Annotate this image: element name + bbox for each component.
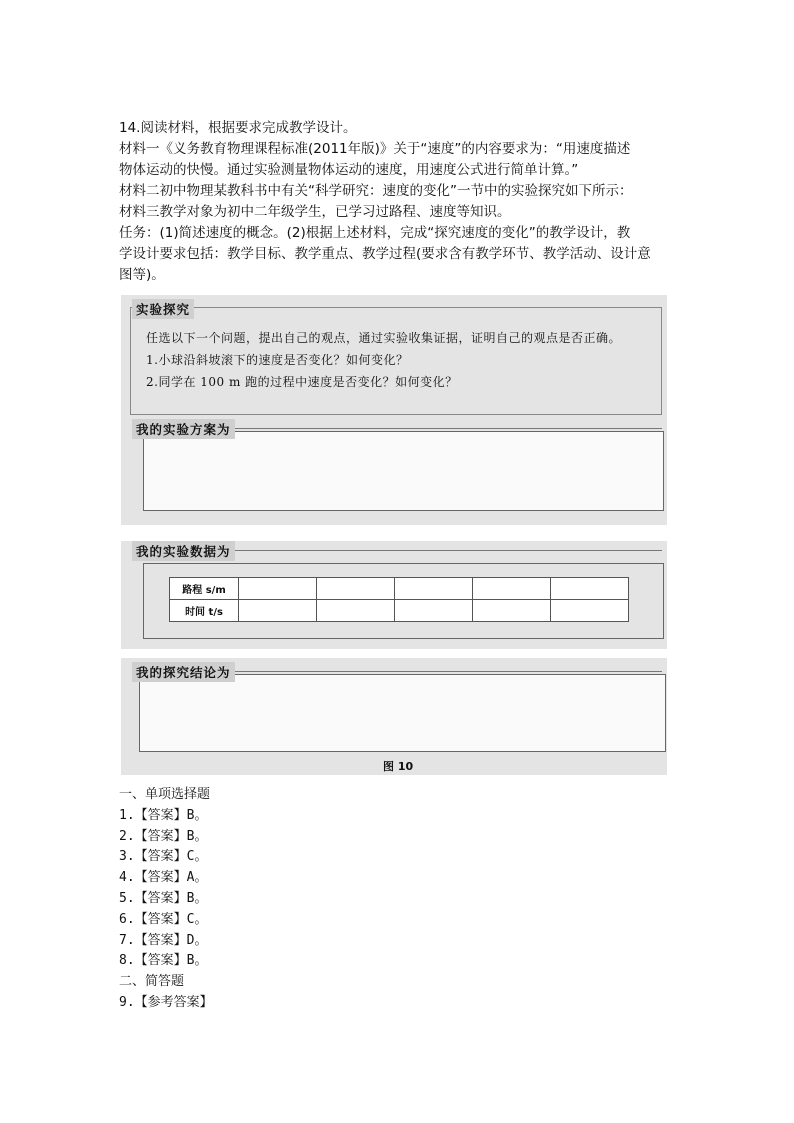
section-heading: 二、简答题	[119, 974, 185, 990]
answer-item: 5.【答案】B。	[119, 890, 208, 906]
question-line: 图等)。	[119, 267, 165, 283]
task-text	[146, 327, 621, 393]
plan-panel	[121, 419, 667, 525]
question-line: 任务：(1)简述速度的概念。(2)根据上述材料，完成“探究速度的变化”的教学设计，教	[119, 225, 631, 241]
experiment-panel	[121, 295, 667, 421]
plan-box	[143, 431, 664, 511]
data-table	[169, 577, 629, 622]
answer-item: 3.【答案】C。	[119, 849, 208, 865]
answer-item: 6.【答案】C。	[119, 911, 208, 927]
answer-item: 2.【答案】B。	[119, 828, 208, 844]
answer-item: 8.【答案】B。	[119, 953, 208, 969]
section-heading: 一、单项选择题	[119, 787, 211, 802]
table-header-time: 时间 t/s	[170, 600, 239, 622]
answer-item: 7.【答案】D。	[119, 932, 208, 948]
table-row	[170, 578, 629, 600]
panel-title: 实验探究	[132, 299, 194, 319]
answer-section	[119, 785, 213, 1014]
answer-item: 4.【答案】A。	[119, 870, 208, 886]
data-panel	[121, 541, 667, 649]
conclusion-panel	[121, 658, 667, 775]
panel-title: 我的实验方案为	[132, 419, 235, 439]
question-line: 14.阅读材料，根据要求完成教学设计。	[119, 120, 357, 136]
answer-item: 1.【答案】B。	[119, 807, 208, 823]
table-header-distance: 路程 s/m	[170, 578, 239, 600]
task-line: 任选以下一个问题，提出自己的观点，通过实验收集证据，证明自己的观点是否正确。	[146, 331, 622, 345]
conclusion-box	[139, 674, 666, 752]
question-line: 材料二初中物理某教科书中有关“科学研究：速度的变化”一节中的实验探究如下所示：	[119, 183, 633, 199]
task-line: 2.同学在 100 m 跑的过程中速度是否变化？如何变化？	[146, 375, 458, 389]
experiment-figure	[121, 295, 667, 777]
panel-title: 我的探究结论为	[132, 662, 235, 682]
figure-caption: 图 10	[383, 760, 414, 773]
question-line: 材料一《义务教育物理课程标准(2011年版)》关于“速度”的内容要求为：“用速度描述	[119, 141, 631, 157]
question-14	[119, 118, 679, 286]
panel-title: 我的实验数据为	[132, 541, 235, 561]
task-line: 1.小球沿斜坡滚下的速度是否变化？如何变化？	[146, 353, 409, 367]
answer-item: 9.【参考答案】	[119, 994, 213, 1010]
question-line: 学设计要求包括：教学目标、教学重点、教学过程(要求含有教学环节、教学活动、设计意	[119, 246, 651, 262]
question-line: 物体运动的快慢。通过实验测量物体运动的速度，用速度公式进行简单计算。”	[119, 162, 579, 178]
table-row	[170, 600, 629, 622]
question-line: 材料三教学对象为初中二年级学生，已学习过路程、速度等知识。	[119, 204, 511, 220]
